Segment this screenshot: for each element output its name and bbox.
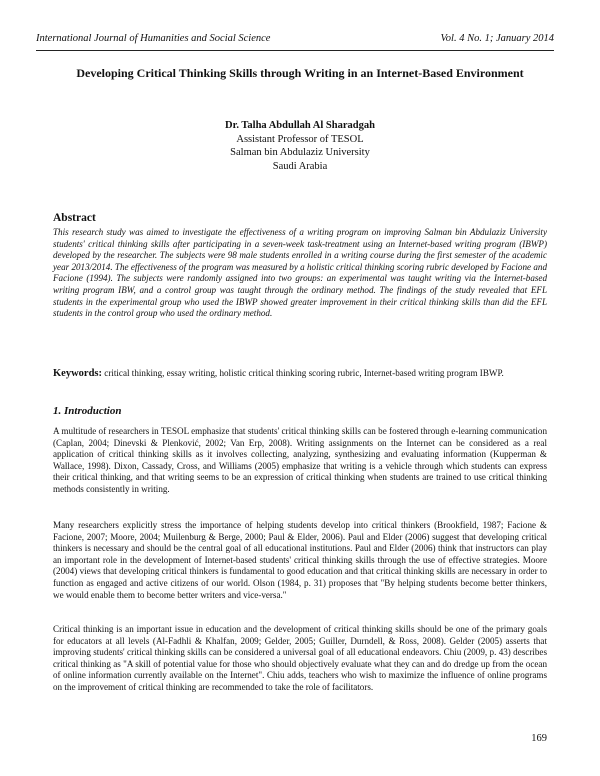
author-country: Saudi Arabia (272, 160, 328, 172)
intro-paragraph-3: Critical thinking is an important issue in education and the development of critical thinking skills should be one of the primary goals for educators at all levels (Al-Fadhli & Khalfan, 2009; Gelder, 2005; Guiller, Durndell, & Ross, 2008). Gelder (2005) asserts that improving students' critical thinking skills can be considered a universal goal of all educational endeavors. Chiu (2009, p. 43) describes critical thinking as "A skill of potential value for those who should objectively evaluate what they can and do dredge up from the ocean of online information currently available on the Internet". Chiu adds, teachers who wish to maximize the influence of online programs on the improvement of critical thinking are recommended to take the role of facilitators. (53, 624, 547, 692)
paper-title: Developing Critical Thinking Skills through Writing in an Internet-Based Environment (76, 66, 524, 80)
intro-paragraph-1: A multitude of researchers in TESOL emphasize that students' critical thinking skills can be fostered through e-learning communication (Caplan, 2004; Dinevski & Plenković, 2002; Van Erp, 2008). Writing assignments on the Internet can be considered as a real application of critical thinking skills as it involves collecting, analyzing, synthesizing and evaluating information (Kupperman & Wallace, 1998). Dixon, Cassady, Cross, and Williams (2005) emphasize that writing is a vehicle through which students can express their critical thinking, and that writing seems to be an expression of critical thinking when students are trained to use critical thinking methods consistently in writing. (53, 426, 547, 494)
author-university: Salman bin Abdulaziz University (230, 147, 370, 158)
introduction-heading: 1. Introduction (53, 405, 122, 417)
author-position: Assistant Professor of TESOL (236, 133, 364, 145)
keywords-text: critical thinking, essay writing, holistic critical thinking scoring rubric, Internet-based writing program IBWP. (104, 368, 504, 378)
keywords-label: Keywords: (53, 368, 102, 379)
keywords (53, 368, 547, 380)
running-header (36, 33, 554, 44)
journal-name: International Journal of Humanities and Social Science (36, 33, 271, 44)
author-name: Dr. Talha Abdullah Al Sharadgah (225, 120, 375, 131)
issue-info: Vol. 4 No. 1; January 2014 (440, 33, 554, 44)
introduction-heading-wrap (53, 405, 547, 417)
header-rule (36, 50, 554, 51)
author-block (0, 119, 600, 173)
abstract-heading: Abstract (53, 212, 96, 224)
abstract-text: This research study was aimed to investigate the effectiveness of a writing program on improving Salman bin Abdulaziz University students' critical thinking skills after participating in a seven-week task-treatment using an Internet-based writing program (IBWP) developed by the researcher. The subjects were 98 male students enrolled in a writing course during the first semester of the academic year 2013/2014. The effectiveness of the program was measured by a holistic critical thinking scoring rubric developed by Facione and Facione (1994). The subjects were randomly assigned into two groups: an experimental was taught writing via the Internet-based writing program IBW, and a control group was taught through the ordinary method. The findings of the study revealed that EFL students in the experimental group who used the IBWP showed greater improvement in their critical thinking skills than did the EFL students in the control group who used the ordinary method. (53, 227, 547, 319)
page-number: 169 (531, 733, 547, 744)
abstract-section (53, 212, 547, 320)
intro-paragraph-2: Many researchers explicitly stress the importance of helping students develop into critical thinkers (Brookfield, 1987; Facione & Facione, 2007; Moore, 2004; Muilenburg & Berge, 2000; Paul & Elder, 2006). Paul and Elder (2006) suggest that developing critical thinkers is necessary and should be the central goal of all educational institutions. Paul and Elder (2006) think that instructors can play an important role in the development of Internet-based students' critical thinking skills through the use of effective strategies. Moore (2004) views that developing critical thinkers is fundamental to good education and that critical thinking skills are necessary in order to function as engaged and active citizens of our world. Olson (1984, p. 31) proposes that "By helping students become better thinkers, we would enable them to become better writers and vice-versa." (53, 520, 547, 600)
